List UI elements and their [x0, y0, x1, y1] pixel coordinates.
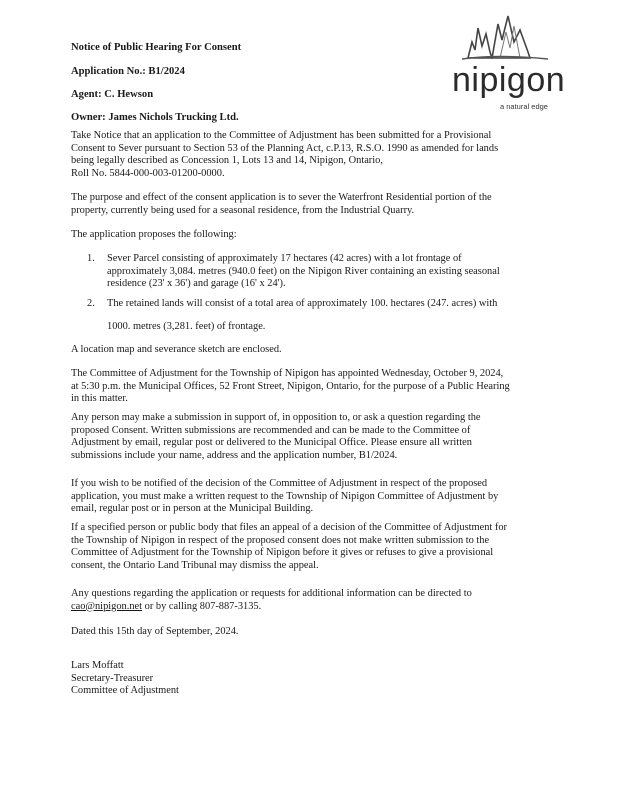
item-line: Sever Parcel consisting of approximately 17 hectares (42 acres) with a lot frontage of	[107, 253, 462, 264]
appeal-line: Committee of Adjustment for the Township of Nipigon before it gives or refuses to give a provisional	[71, 547, 494, 559]
purpose-line: property, currently being used for a seasonal residence, from the Industrial Quarry.	[71, 204, 415, 216]
submission-line: Adjustment by email, regular post or delivered to the Municipal Office. Please ensure all written	[71, 437, 472, 449]
item-number: 1.	[87, 253, 95, 264]
logo-tagline: a natural edge	[500, 102, 548, 111]
notification-paragraph	[71, 478, 551, 516]
questions-line: Any questions regarding the application or requests for additional information can be directed to	[71, 588, 472, 599]
purpose-paragraph	[71, 192, 551, 217]
hearing-line: at 5:30 p.m. the Municipal Offices, 52 Front Street, Nipigon, Ontario, for the purpose of a Public Hearing	[71, 380, 510, 392]
item-2-continuation: 1000. metres (3,281. feet) of frontage.	[107, 321, 266, 332]
nipigon-logo	[444, 12, 584, 112]
intro-line: Consent to Sever pursuant to Section 53 of the Planning Act, c.P.13, R.S.O. 1990 as amended for lands	[71, 142, 499, 154]
submission-line: proposed Consent. Written submissions are recommended and can be made to the Committee of	[71, 424, 471, 436]
logo-wordmark: nipigon	[452, 61, 566, 99]
notified-line: If you wish to be notified of the decision of the Committee of Adjustment in respect of the proposed	[71, 478, 488, 489]
item-line: residence (23' x 36') and garage (16' x 24').	[107, 278, 286, 290]
intro-line: Roll No. 5844-000-003-01200-0000.	[71, 167, 225, 179]
notified-line: email, regular post or in person at the Municipal Building.	[71, 503, 314, 515]
intro-line: being legally described as Concession 1, Lots 13 and 14, Nipigon, Ontario,	[71, 155, 383, 167]
questions-paragraph	[71, 588, 551, 613]
hearing-paragraph	[71, 368, 551, 406]
owner-name: Owner: James Nichols Trucking Ltd.	[71, 112, 239, 123]
appeal-paragraph	[71, 522, 551, 572]
hearing-line: The Committee of Adjustment for the Township of Nipigon has appointed Wednesday, October 9, 2024,	[71, 368, 504, 379]
email-link[interactable]: cao@nipigon.net	[71, 600, 143, 612]
dated-line: Dated this 15th day of September, 2024.	[71, 626, 239, 637]
agent-name: Agent: C. Hewson	[71, 89, 154, 100]
notified-line: application, you must make a written request to the Township of Nipigon Committee of Adjustment by	[71, 490, 499, 502]
mountain-logo-icon	[458, 12, 558, 64]
item-number: 2.	[87, 298, 95, 309]
phone-text: or by calling 807-887-3135.	[142, 600, 262, 612]
submission-paragraph	[71, 412, 551, 462]
appeal-line: the Township of Nipigon in respect of the proposed consent does not make written submission to the	[71, 534, 490, 546]
signatory-org: Committee of Adjustment	[71, 685, 179, 697]
submission-line: Any person may make a submission in support of, in opposition to, or ask a question regarding the	[71, 412, 481, 423]
intro-paragraph	[71, 130, 551, 180]
intro-line: Take Notice that an application to the Committee of Adjustment has been submitted for a Provisional	[71, 130, 492, 141]
appeal-line: If a specified person or public body that files an appeal of a decision of the Committee of Adjustment for	[71, 522, 507, 533]
questions-line	[71, 601, 551, 614]
hearing-line: in this matter.	[71, 393, 128, 405]
item-2-text: The retained lands will consist of a total area of approximately 100. hectares (247. acres) with	[107, 298, 498, 309]
purpose-line: The purpose and effect of the consent application is to sever the Waterfront Residential portion of the	[71, 192, 492, 203]
notice-title: Notice of Public Hearing For Consent	[71, 42, 242, 53]
application-number: Application No.: B1/2024	[71, 66, 185, 77]
submission-line: submissions include your name, address and the application number, B1/2024.	[71, 449, 398, 461]
signatory-title: Secretary-Treasurer	[71, 672, 154, 684]
signatory-name: Lars Moffatt	[71, 660, 124, 671]
proposes-heading: The application proposes the following:	[71, 229, 237, 240]
item-1-text	[107, 253, 547, 291]
appeal-line: consent, the Ontario Land Tribunal may dismiss the appeal.	[71, 559, 319, 571]
enclosed-note: A location map and severance sketch are enclosed.	[71, 344, 282, 355]
item-line: approximately 3,084. metres (940.0 feet) on the Nipigon River containing an existing seasonal	[107, 265, 500, 277]
signature-block	[71, 660, 551, 698]
